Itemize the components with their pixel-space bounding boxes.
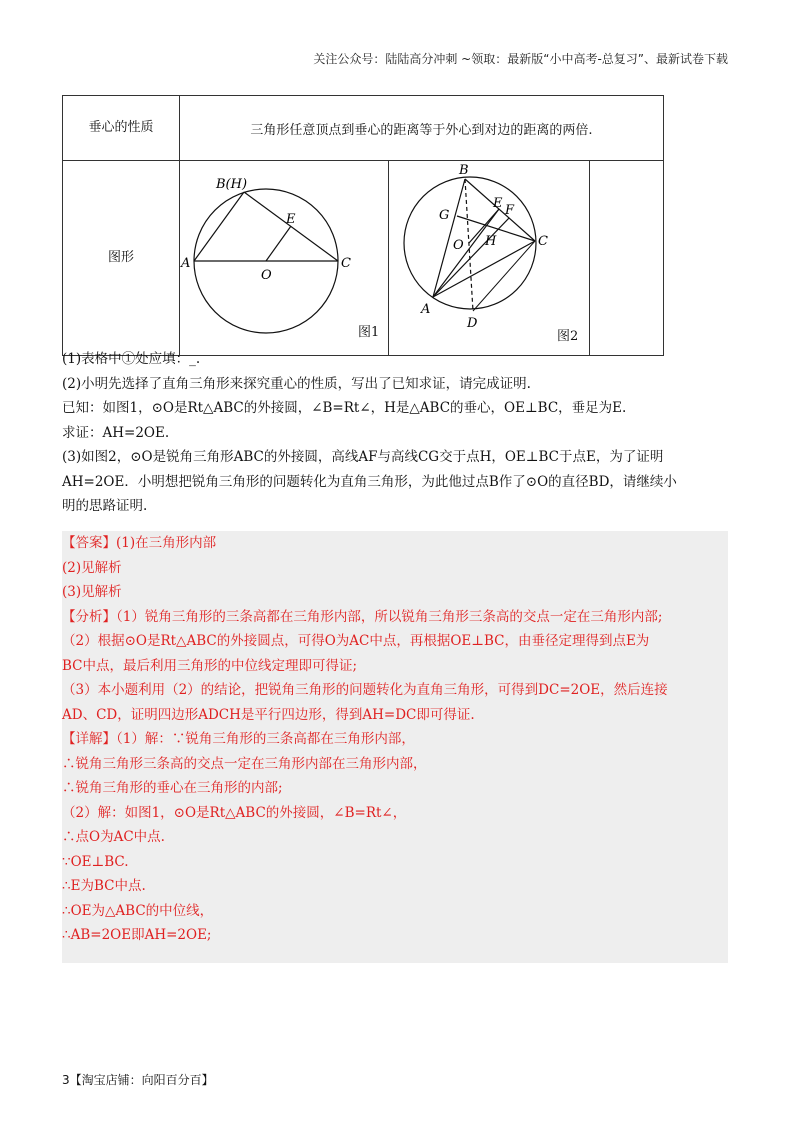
- label-a: A: [421, 302, 431, 317]
- answer-line: （2）根据⊙O是Rt△ABC的外接圆点，可得O为AC中点，再根据OE⊥BC，由垂径定理得到点E为: [62, 633, 650, 649]
- label-d: D: [467, 316, 478, 331]
- question-3-line-3: 明的思路证明.: [62, 498, 148, 514]
- label-b: B: [459, 163, 469, 178]
- question-2-prove: 求证：AH=2OE.: [62, 424, 170, 441]
- answer-line: BC中点，最后利用三角形的中位线定理即可得证;: [62, 657, 358, 674]
- answer-line: ∴点O为AC中点.: [62, 829, 165, 845]
- table-row: [63, 96, 664, 161]
- answer-line: ∴锐角三角形的垂心在三角形的内部;: [62, 780, 283, 796]
- answer-line: 【分析】（1）锐角三角形的三条高都在三角形内部，所以锐角三角形三条高的交点一定在三角形内部;: [62, 608, 663, 625]
- label-o: O: [453, 238, 464, 253]
- answer-line: ∴AB=2OE即AH=2OE;: [62, 927, 212, 943]
- line-ac: [433, 241, 535, 297]
- question-text: [62, 347, 728, 519]
- question-3-line-2: AH=2OE．小明想把锐角三角形的问题转化为直角三角形，为此他过点B作了⊙O的直径BD，请继续小: [62, 473, 677, 490]
- line-oe: [266, 226, 291, 261]
- answer-line: （3）本小题利用（2）的结论，把锐角三角形的问题转化为直角三角形，可得到DC=2OE，然后连接: [62, 682, 668, 698]
- page-footer: 3【淘宝店铺：向阳百分百】: [62, 1073, 214, 1087]
- answer-line: 【答案】(1)在三角形内部: [62, 535, 217, 551]
- label-a: A: [181, 256, 191, 271]
- answer-line: 【详解】（1）解：∵锐角三角形的三条高都在三角形内部，: [62, 731, 415, 747]
- figure-2-caption: 图2: [557, 329, 579, 344]
- answer-line: （2）解：如图1，⊙O是Rt△ABC的外接圆，∠B=Rt∠，: [62, 804, 407, 821]
- answer-line: (3)见解析: [62, 584, 122, 600]
- answer-line: ∵OE⊥BC.: [62, 853, 129, 870]
- answer-line: ∴OE为△ABC的中位线，: [62, 902, 214, 919]
- table-row: [63, 161, 664, 356]
- label-c: C: [341, 256, 351, 271]
- label-f: F: [505, 203, 515, 218]
- row-content-orthocenter-property: 三角形任意顶点到垂心的距离等于外心到对边的距离的两倍.: [180, 96, 664, 161]
- question-3-line-1: (3)如图2，⊙O是锐角三角形ABC的外接圆，高线AF与高线CG交于点H，OE⊥BC于点E，为了证明: [62, 449, 664, 465]
- label-b: B(H): [216, 177, 248, 192]
- line-ab: [194, 192, 244, 261]
- row-label-figure: 图形: [63, 161, 180, 356]
- question-2-intro: (2)小明先选择了直角三角形来探究重心的性质，写出了已知求证，请完成证明.: [62, 375, 531, 392]
- question-1: (1)表格中①处应填：_.: [62, 351, 201, 367]
- property-table: [62, 95, 664, 356]
- figure-1-caption: 图1: [358, 325, 380, 340]
- label-h: H: [485, 234, 497, 249]
- circle-o: [404, 177, 536, 309]
- label-g: G: [439, 208, 450, 223]
- label-e: E: [493, 196, 503, 211]
- answer-line: ∴E为BC中点.: [62, 878, 146, 894]
- page-header: 关注公众号：陆陆高分冲刺 ~领取：最新版“小中高考-总复习”、最新试卷下载: [313, 52, 728, 66]
- label-e: E: [286, 212, 296, 227]
- label-o: O: [261, 268, 272, 283]
- answer-line: AD、CD，证明四边形ADCH是平行四边形，得到AH=DC即可得证.: [62, 706, 475, 723]
- row-label-orthocenter-property: 垂心的性质: [63, 96, 180, 161]
- label-c: C: [538, 234, 548, 249]
- line-dc: [473, 241, 535, 311]
- empty-cell: [590, 161, 664, 356]
- figure-1-diagram: [180, 161, 388, 353]
- answer-line: (2)见解析: [62, 559, 122, 576]
- answer-section: [62, 531, 728, 948]
- question-2-given: 已知：如图1，⊙O是Rt△ABC的外接圆，∠B=Rt∠，H是△ABC的垂心，OE⊥BC，垂足为E.: [62, 400, 627, 416]
- answer-line: ∴锐角三角形三条高的交点一定在三角形内部在三角形内部，: [62, 755, 427, 772]
- figure-2-cell: [389, 161, 590, 356]
- figure-1-cell: [180, 161, 389, 356]
